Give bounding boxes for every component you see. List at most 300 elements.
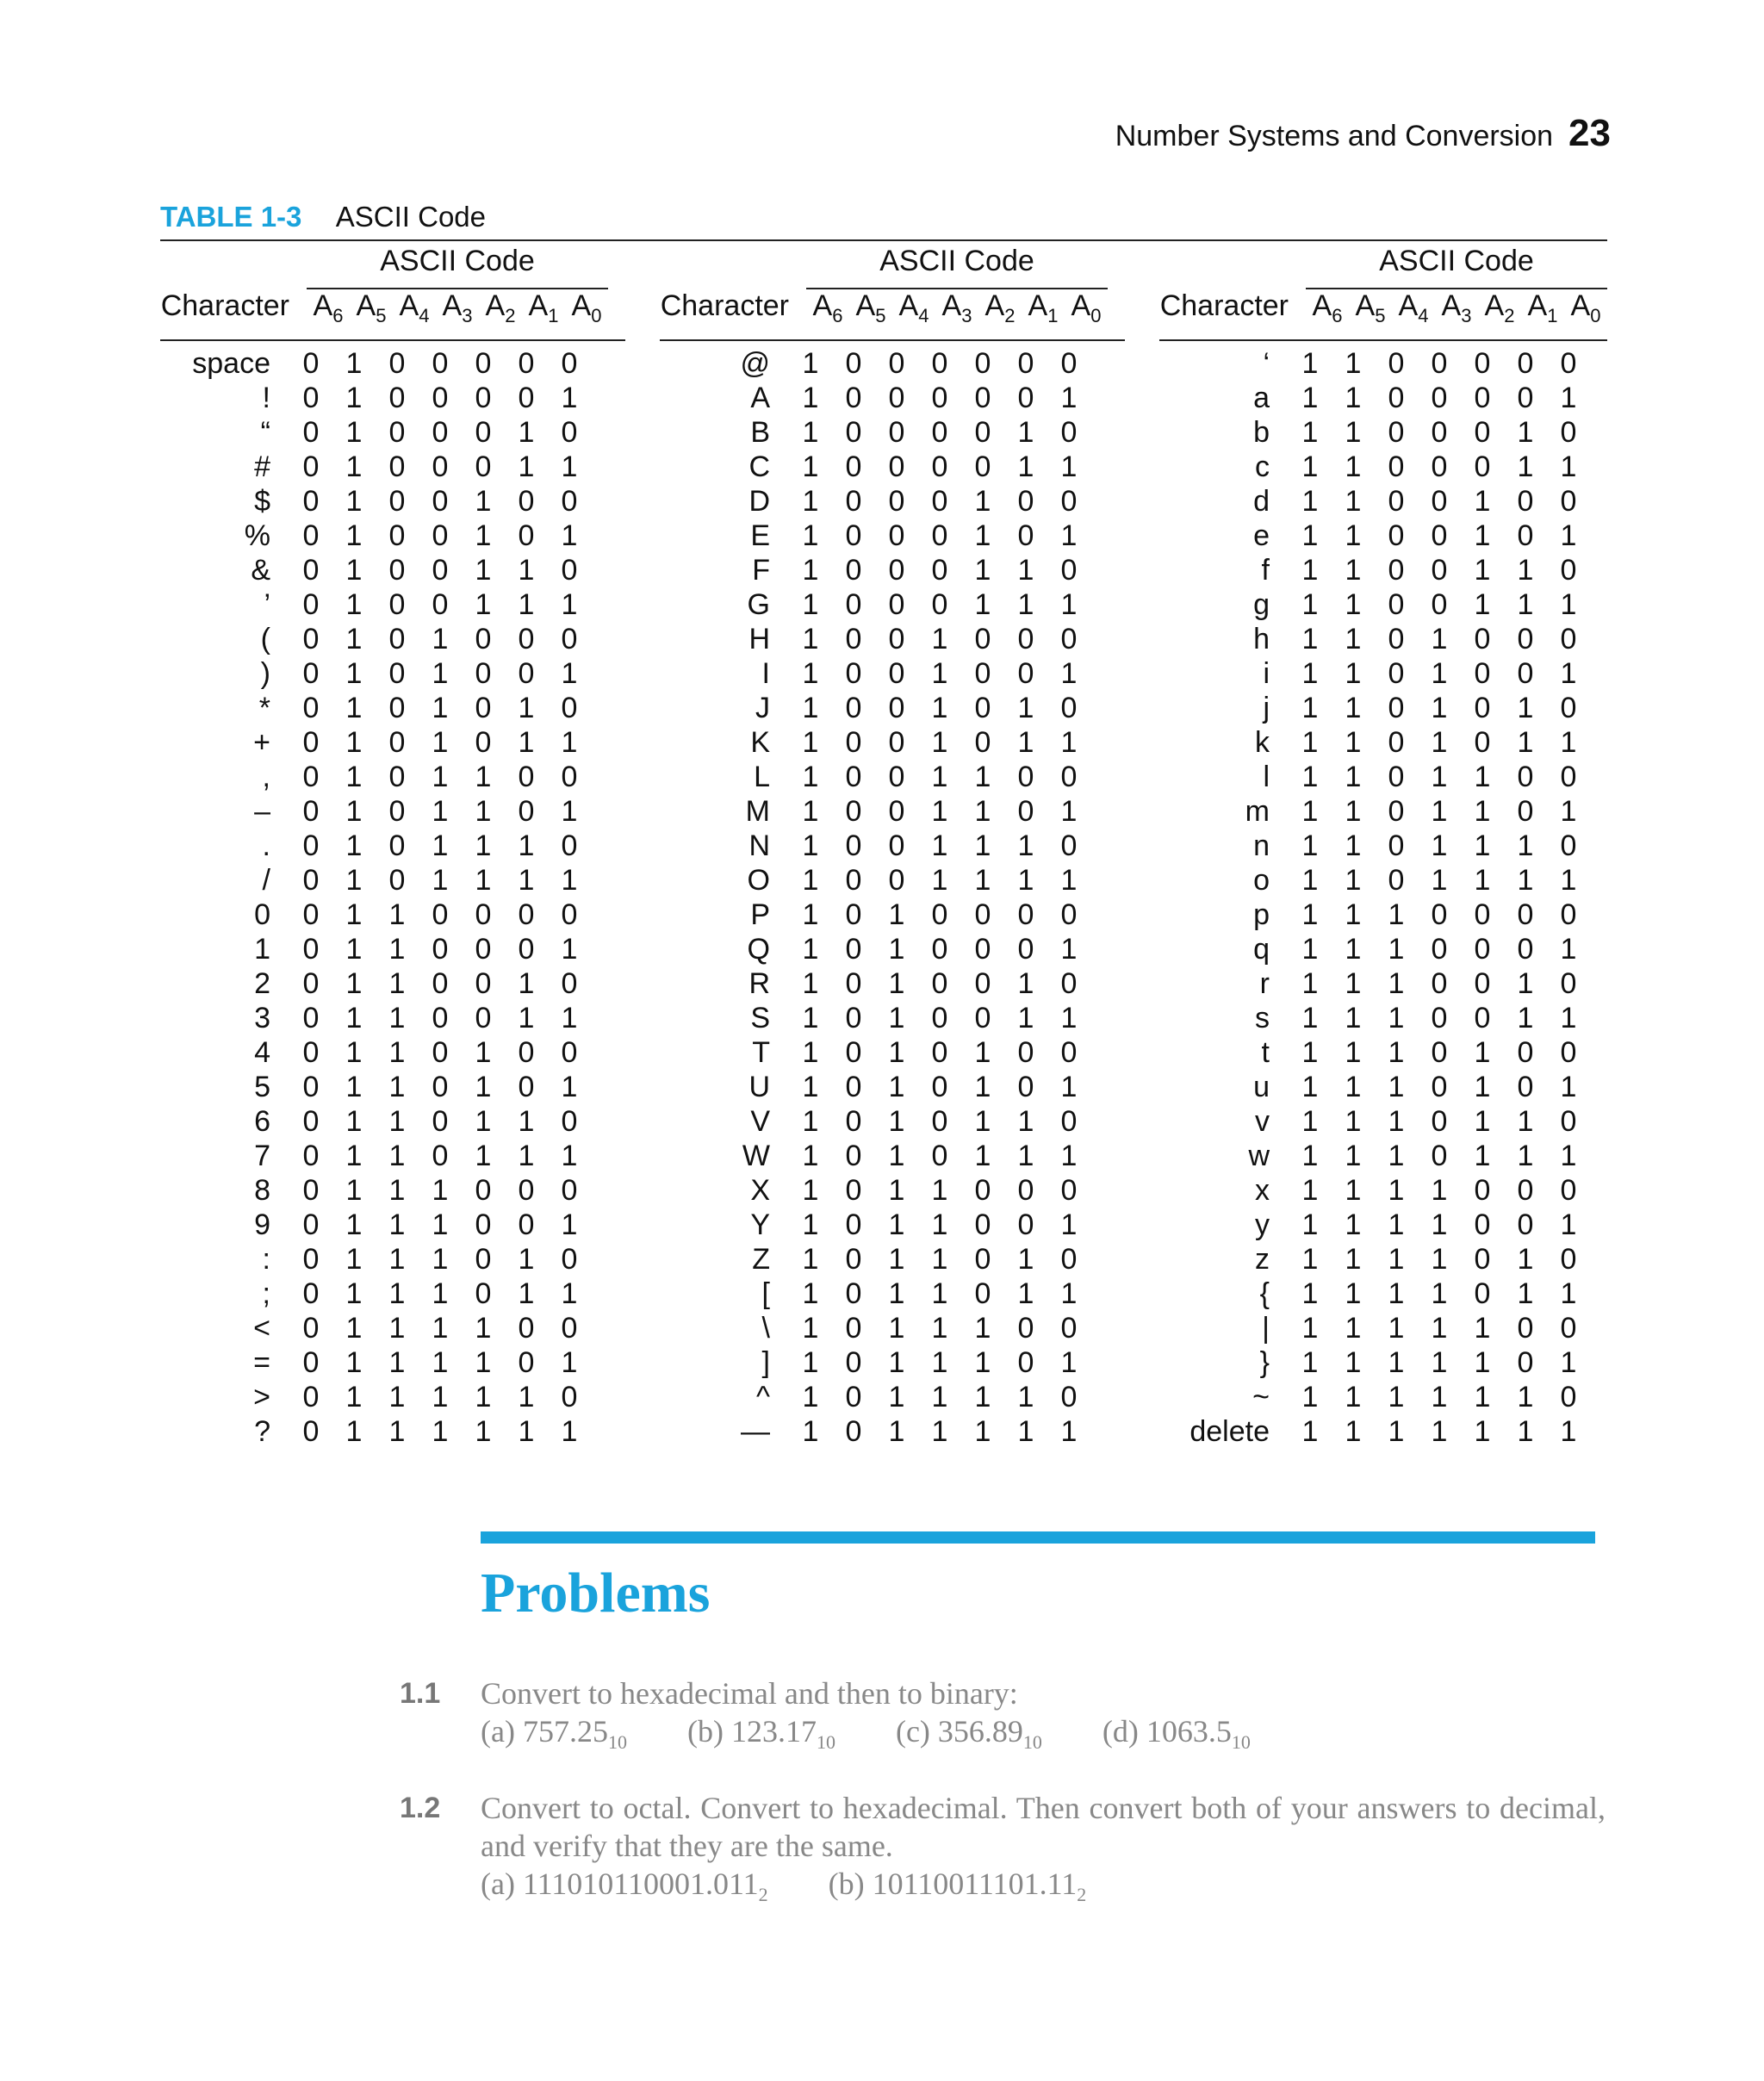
- code-bits: [289, 898, 591, 932]
- bit-cell: 1: [931, 1311, 948, 1345]
- character-cell: +: [253, 725, 270, 759]
- table-row: [160, 484, 591, 519]
- bit-cell: 0: [974, 1001, 991, 1034]
- character-cell: K: [750, 725, 770, 759]
- bit-cell: 0: [302, 829, 320, 862]
- bit-cell: 1: [1017, 1277, 1034, 1310]
- character-cell: 1: [254, 932, 270, 966]
- bit-cell: 0: [561, 415, 578, 449]
- bit-cell: 0: [518, 622, 535, 655]
- bit-cell: 0: [974, 1277, 991, 1310]
- character-cell: space: [192, 346, 270, 380]
- bit-cell: 1: [1474, 484, 1491, 518]
- bit-cell: 0: [1431, 450, 1448, 483]
- bit-cell: 0: [974, 381, 991, 414]
- bit-cell: 0: [974, 966, 991, 1000]
- bit-cell: 0: [1388, 415, 1405, 449]
- bit-cell: 1: [432, 656, 449, 690]
- table-rows: [660, 346, 1090, 1449]
- bit-cell: 0: [302, 1277, 320, 1310]
- character-cell: d: [1253, 484, 1270, 518]
- bit-cell: 1: [561, 1070, 578, 1103]
- bit-header: $A_4$: [898, 289, 929, 326]
- character-cell: y: [1255, 1208, 1270, 1241]
- character-cell: /: [262, 863, 270, 897]
- character-cell: 8: [254, 1173, 270, 1207]
- bit-cell: 0: [518, 898, 535, 931]
- bit-cell: 1: [561, 519, 578, 552]
- bit-cell: 1: [1017, 1104, 1034, 1138]
- bit-cell: 0: [561, 1035, 578, 1069]
- code-bits: [789, 692, 1090, 725]
- code-bits: [289, 1105, 591, 1139]
- bit-cell: 0: [1560, 1104, 1577, 1138]
- code-bits: [289, 761, 591, 794]
- code-bits: [1289, 761, 1590, 794]
- header-rule: [1159, 339, 1607, 341]
- bit-cell: 1: [345, 553, 363, 587]
- bit-cell: 0: [518, 519, 535, 552]
- code-bits: [289, 726, 591, 760]
- character-cell: b: [1253, 415, 1270, 449]
- bit-cell: 0: [931, 519, 948, 552]
- bit-cell: 1: [518, 1277, 535, 1310]
- bit-cell: 0: [388, 863, 406, 897]
- character-cell: 0: [254, 898, 270, 931]
- bit-cell: 1: [802, 1380, 819, 1413]
- bit-cell: 1: [1301, 1208, 1319, 1241]
- bit-cell: 1: [974, 519, 991, 552]
- bit-cell: 1: [1017, 450, 1034, 483]
- bit-cell: 0: [518, 484, 535, 518]
- bit-cell: 1: [345, 1277, 363, 1310]
- bit-cell: 1: [802, 1311, 819, 1345]
- bit-cell: 1: [1301, 1070, 1319, 1103]
- bit-cell: 0: [1017, 346, 1034, 380]
- table-row: [1159, 932, 1590, 966]
- bit-cell: 1: [1517, 1001, 1534, 1034]
- bit-cell: 0: [432, 450, 449, 483]
- bit-cell: 0: [1017, 1035, 1034, 1069]
- bit-cell: 1: [1345, 484, 1362, 518]
- bit-cell: 0: [888, 484, 905, 518]
- table-row: [160, 1380, 591, 1414]
- table-row: [1159, 1345, 1590, 1380]
- character-cell: T: [752, 1035, 770, 1069]
- code-bits: [789, 1208, 1090, 1242]
- bit-cell: 1: [345, 1139, 363, 1172]
- bit-cell: 0: [1517, 1173, 1534, 1207]
- code-bits: [1289, 519, 1590, 553]
- bit-header: $A_1$: [1527, 289, 1558, 326]
- bit-cell: 1: [1431, 1414, 1448, 1448]
- table-row: [160, 966, 591, 1001]
- character-cell: ~: [1252, 1380, 1270, 1413]
- character-cell: g: [1253, 587, 1270, 621]
- bit-cell: 0: [888, 656, 905, 690]
- bit-cell: 0: [302, 1104, 320, 1138]
- bit-cell: 1: [561, 1001, 578, 1034]
- problem-parts: [481, 1712, 1606, 1761]
- bit-cell: 1: [974, 1139, 991, 1172]
- code-bits: [1289, 416, 1590, 450]
- bit-cell: 0: [1560, 966, 1577, 1000]
- bit-cell: 1: [974, 1345, 991, 1379]
- bit-cell: 0: [561, 1380, 578, 1413]
- bit-cell: 0: [475, 1242, 492, 1276]
- bit-cell: 1: [561, 1208, 578, 1241]
- code-bits: [289, 864, 591, 898]
- character-cell: —: [741, 1414, 770, 1448]
- bit-cell: 1: [1474, 760, 1491, 793]
- code-bits: [1289, 1105, 1590, 1139]
- bit-cell: 1: [802, 725, 819, 759]
- bit-cell: 0: [845, 863, 862, 897]
- bit-cell: 0: [845, 1001, 862, 1034]
- bit-cell: 0: [1517, 794, 1534, 828]
- character-cell: r: [1259, 966, 1270, 1000]
- character-cell: e: [1253, 519, 1270, 552]
- character-cell: L: [754, 760, 770, 793]
- code-bits: [789, 519, 1090, 553]
- table-row: [160, 1173, 591, 1208]
- bit-cell: 1: [1388, 966, 1405, 1000]
- bit-cell: 1: [1388, 1277, 1405, 1310]
- character-cell: m: [1245, 794, 1270, 828]
- bit-cell: 1: [1431, 863, 1448, 897]
- code-bits: [789, 450, 1090, 484]
- bit-cell: 0: [1017, 898, 1034, 931]
- bit-cell: 1: [1017, 1414, 1034, 1448]
- bit-cell: 0: [845, 829, 862, 862]
- code-bits: [289, 1036, 591, 1070]
- bit-cell: 0: [432, 587, 449, 621]
- table-caption: [160, 201, 486, 233]
- bit-cell: 1: [802, 381, 819, 414]
- bit-header: $A_4$: [399, 289, 430, 326]
- bit-cell: 0: [1017, 519, 1034, 552]
- bit-cell: 1: [388, 1414, 406, 1448]
- table-row: [660, 1277, 1090, 1311]
- bit-cell: 1: [475, 1414, 492, 1448]
- bit-cell: 0: [1431, 898, 1448, 931]
- bit-cell: 0: [1474, 898, 1491, 931]
- bit-cell: 1: [931, 691, 948, 724]
- bit-cell: 0: [1060, 622, 1078, 655]
- bit-cell: 1: [1301, 1380, 1319, 1413]
- bit-cell: 0: [302, 553, 320, 587]
- bit-cell: 0: [931, 381, 948, 414]
- table-rows: [160, 346, 591, 1449]
- bit-cell: 0: [1060, 829, 1078, 862]
- bit-cell: 0: [388, 656, 406, 690]
- bit-cell: 1: [888, 1139, 905, 1172]
- bit-cell: 1: [475, 553, 492, 587]
- bit-cell: 0: [475, 450, 492, 483]
- character-cell: x: [1255, 1173, 1270, 1207]
- bit-cell: 0: [1017, 1311, 1034, 1345]
- bit-cell: 1: [1560, 450, 1577, 483]
- bit-cell: 1: [1517, 725, 1534, 759]
- character-cell: w: [1248, 1139, 1270, 1172]
- bit-cell: 0: [1474, 691, 1491, 724]
- bit-cell: 1: [974, 1414, 991, 1448]
- table-row: [1159, 1001, 1590, 1035]
- bit-cell: 1: [1017, 863, 1034, 897]
- bit-cell: 0: [475, 1001, 492, 1034]
- bit-cell: 1: [1301, 519, 1319, 552]
- table-row: [660, 794, 1090, 829]
- bit-cell: 0: [1060, 415, 1078, 449]
- code-bits: [1289, 1381, 1590, 1414]
- table-title: ASCII Code: [335, 201, 487, 233]
- code-bits: [1289, 382, 1590, 415]
- bit-header: $A_2$: [1484, 289, 1515, 326]
- character-cell: W: [742, 1139, 770, 1172]
- bit-cell: 1: [974, 794, 991, 828]
- bit-cell: 0: [475, 415, 492, 449]
- bit-cell: 0: [388, 725, 406, 759]
- character-cell: k: [1255, 725, 1270, 759]
- bit-cell: 1: [1517, 415, 1534, 449]
- bit-cell: 0: [561, 346, 578, 380]
- bit-cell: 1: [1017, 587, 1034, 621]
- character-cell: &: [251, 553, 270, 587]
- character-cell: >: [253, 1380, 270, 1413]
- code-bits: [1289, 1036, 1590, 1070]
- bit-cell: 0: [475, 691, 492, 724]
- code-bits: [1289, 864, 1590, 898]
- bit-cell: 1: [475, 794, 492, 828]
- bit-cell: 1: [561, 725, 578, 759]
- table-row: [660, 966, 1090, 1001]
- bit-cell: 1: [561, 656, 578, 690]
- bit-cell: 0: [1517, 932, 1534, 966]
- bit-cell: 1: [1560, 587, 1577, 621]
- bit-cell: 0: [432, 1104, 449, 1138]
- bit-cell: 0: [518, 1208, 535, 1241]
- bit-cell: 0: [1431, 415, 1448, 449]
- bit-cell: 0: [302, 966, 320, 1000]
- bit-cell: 1: [475, 829, 492, 862]
- bit-cell: 0: [1560, 415, 1577, 449]
- table-row: [1159, 381, 1590, 415]
- bit-cell: 0: [302, 691, 320, 724]
- bit-cell: 1: [1560, 1414, 1577, 1448]
- bit-cell: 1: [1560, 725, 1577, 759]
- bit-cell: 1: [518, 725, 535, 759]
- bit-cell: 1: [1301, 484, 1319, 518]
- bit-cell: 1: [1345, 656, 1362, 690]
- table-row: [160, 932, 591, 966]
- bit-cell: 0: [931, 553, 948, 587]
- character-cell: H: [748, 622, 770, 655]
- table-row: [660, 656, 1090, 691]
- bit-cell: 1: [1560, 1070, 1577, 1103]
- character-cell: %: [244, 519, 270, 552]
- table-row: [660, 484, 1090, 519]
- bit-cell: 0: [931, 1139, 948, 1172]
- character-cell: v: [1255, 1104, 1270, 1138]
- bit-cell: 0: [1431, 1035, 1448, 1069]
- code-bits: [1289, 1002, 1590, 1035]
- bit-cell: 0: [1431, 381, 1448, 414]
- code-bits: [289, 1174, 591, 1208]
- bit-cell: 1: [345, 794, 363, 828]
- problem-1-2: [400, 1789, 1606, 1914]
- bit-cell: 1: [1345, 863, 1362, 897]
- bit-cell: 1: [1388, 1242, 1405, 1276]
- code-bits: [289, 554, 591, 587]
- bit-cell: 0: [931, 1001, 948, 1034]
- bit-cell: 1: [432, 829, 449, 862]
- character-cell: l: [1263, 760, 1270, 793]
- bit-cell: 1: [1474, 794, 1491, 828]
- bit-cell: 1: [974, 1104, 991, 1138]
- bit-cell: 1: [1345, 829, 1362, 862]
- bit-cell: 1: [432, 1242, 449, 1276]
- bit-cell: 1: [974, 1311, 991, 1345]
- bit-cell: 0: [561, 1173, 578, 1207]
- bit-cell: 0: [1431, 1001, 1448, 1034]
- code-bits: [1289, 1243, 1590, 1277]
- bit-cell: 1: [345, 760, 363, 793]
- bit-cell: 0: [1517, 519, 1534, 552]
- bit-cell: 1: [432, 691, 449, 724]
- table-row: [160, 1035, 591, 1070]
- bit-cell: 0: [888, 450, 905, 483]
- bit-cell: 1: [931, 829, 948, 862]
- bit-cell: 0: [388, 587, 406, 621]
- code-bits: [289, 1346, 591, 1380]
- bit-cell: 1: [345, 725, 363, 759]
- bit-cell: 1: [1345, 553, 1362, 587]
- bit-cell: 0: [931, 898, 948, 931]
- bit-cell: 1: [802, 863, 819, 897]
- bit-cell: 0: [1388, 622, 1405, 655]
- table-row: [660, 1380, 1090, 1414]
- bit-cell: 1: [345, 966, 363, 1000]
- bit-cell: 1: [974, 1070, 991, 1103]
- code-bits: [789, 1105, 1090, 1139]
- bit-cell: 0: [888, 381, 905, 414]
- bit-cell: 0: [888, 725, 905, 759]
- code-bits: [1289, 1312, 1590, 1345]
- bit-cell: 1: [345, 519, 363, 552]
- code-bits: [789, 1036, 1090, 1070]
- problem-parts: [481, 1865, 1606, 1914]
- code-bits: [1289, 933, 1590, 966]
- bit-cell: 0: [518, 1035, 535, 1069]
- bit-cell: 0: [302, 1242, 320, 1276]
- code-bits: [1289, 795, 1590, 829]
- table-row: [660, 587, 1090, 622]
- bit-cell: 1: [561, 1139, 578, 1172]
- bit-cell: 0: [845, 1070, 862, 1103]
- character-cell: \: [761, 1311, 770, 1345]
- character-cell: ]: [761, 1345, 770, 1379]
- character-cell: R: [748, 966, 770, 1000]
- problem-text: Convert to hexadecimal and then to binary:: [481, 1676, 1018, 1711]
- bit-cell: 1: [888, 1380, 905, 1413]
- bit-header: $A_1$: [1028, 289, 1059, 326]
- bit-cell: 0: [1560, 346, 1577, 380]
- bit-cell: 0: [518, 346, 535, 380]
- bit-cell: 1: [802, 1035, 819, 1069]
- bit-cell: 1: [345, 381, 363, 414]
- bit-cell: 0: [302, 1414, 320, 1448]
- bit-cell: 0: [931, 966, 948, 1000]
- bit-cell: 0: [302, 725, 320, 759]
- bit-cell: 0: [432, 553, 449, 587]
- bit-cell: 1: [345, 1311, 363, 1345]
- bit-cell: 0: [518, 1070, 535, 1103]
- bit-cell: 1: [931, 725, 948, 759]
- problem-part: (a) $757.25_{10}$: [481, 1714, 627, 1754]
- bit-cell: 0: [1560, 1311, 1577, 1345]
- bit-cell: 1: [345, 1173, 363, 1207]
- code-bits: [789, 416, 1090, 450]
- bit-cell: 0: [1517, 1345, 1534, 1379]
- bit-cell: 1: [345, 1242, 363, 1276]
- character-cell: j: [1263, 691, 1270, 724]
- code-bits: [789, 898, 1090, 932]
- bit-cell: 0: [974, 415, 991, 449]
- table-row: [160, 1104, 591, 1139]
- table-row: [660, 725, 1090, 760]
- bit-cell: 1: [388, 1380, 406, 1413]
- character-cell: 7: [254, 1139, 270, 1172]
- bit-cell: 0: [302, 381, 320, 414]
- bit-cell: 0: [931, 484, 948, 518]
- bit-cell: 1: [1517, 966, 1534, 1000]
- bit-cell: 1: [518, 415, 535, 449]
- bit-cell: 0: [845, 622, 862, 655]
- bit-cell: 1: [1345, 1035, 1362, 1069]
- code-bits: [289, 588, 591, 622]
- character-cell: J: [755, 691, 770, 724]
- bit-cell: 0: [845, 932, 862, 966]
- bit-cell: 1: [1345, 1070, 1362, 1103]
- bit-cell: 1: [1517, 553, 1534, 587]
- bit-cell: 1: [1388, 1414, 1405, 1448]
- bit-cell: 0: [388, 691, 406, 724]
- character-cell: E: [750, 519, 770, 552]
- bit-cell: 1: [802, 1242, 819, 1276]
- bit-cell: 0: [1431, 966, 1448, 1000]
- bit-cell: 0: [432, 346, 449, 380]
- bit-cell: 0: [1388, 346, 1405, 380]
- table-row: [1159, 450, 1590, 484]
- character-cell: .: [262, 829, 270, 862]
- bit-cell: 1: [1060, 794, 1078, 828]
- bit-cell: 1: [974, 760, 991, 793]
- bit-cell: 1: [1431, 760, 1448, 793]
- table-row: [1159, 587, 1590, 622]
- bit-cell: 1: [518, 450, 535, 483]
- code-bits: [1289, 588, 1590, 622]
- bit-cell: 1: [345, 1104, 363, 1138]
- bit-cell: 0: [518, 381, 535, 414]
- bit-cell: 1: [345, 691, 363, 724]
- bit-cell: 0: [1517, 381, 1534, 414]
- bit-cell: 1: [1517, 1139, 1534, 1172]
- bit-cell: 0: [845, 381, 862, 414]
- code-bits: [789, 726, 1090, 760]
- code-bits: [1289, 485, 1590, 519]
- code-bits: [1289, 692, 1590, 725]
- bit-header: $A_2$: [984, 289, 1016, 326]
